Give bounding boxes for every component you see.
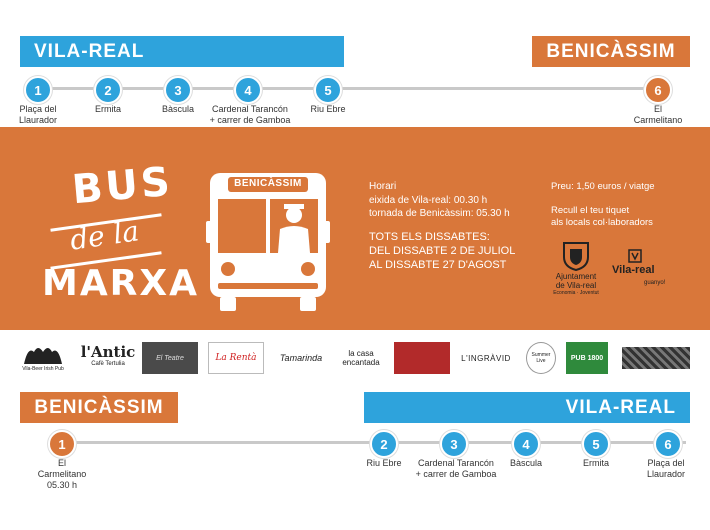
days-line-3: AL DISSABTE 27 D'AGOST — [369, 259, 507, 271]
info-band — [0, 127, 710, 330]
sponsor-la-renta: La Rentà — [208, 342, 264, 374]
sponsor-lingravid: L'INGRÀVID — [461, 353, 511, 363]
bottom-destination-label: VILA-REAL — [565, 396, 676, 418]
top-stop-2: 2 — [94, 76, 122, 104]
title-de-la: de la — [68, 214, 142, 257]
top-origin-banner — [20, 36, 344, 67]
sponsor-summer-live: Summer Live — [526, 342, 556, 374]
sponsor-red-venue — [394, 342, 450, 374]
sponsor-pub-1800: PUB 1800 — [566, 342, 608, 374]
bottom-stop-4: 4 — [512, 430, 540, 458]
top-stop-5-label: Riu Ebre — [310, 104, 346, 114]
bottom-destination-banner — [364, 392, 690, 423]
top-stop-6-label: El Carmelitano — [633, 104, 683, 125]
top-stop-3-label: Bàscula — [161, 104, 195, 114]
top-stop-4: 4 — [234, 76, 262, 104]
top-destination-banner — [532, 36, 690, 67]
ticket-line-2: als locals col·laboradors — [551, 217, 653, 228]
ajuntament-crest-icon — [560, 241, 592, 271]
title-marxa: MARXA — [42, 263, 200, 304]
bottom-stop-2: 2 — [370, 430, 398, 458]
vilareal-logo-icon — [628, 249, 642, 263]
days-line-1: TOTS ELS DISSABTES: — [369, 231, 490, 243]
sponsor-vila-beer: Vila-Beer Irish Pub — [18, 342, 68, 374]
bottom-stop-3-label: Cardenal Tarancón + carrer de Gamboa — [415, 458, 497, 479]
bottom-stop-1: 1 — [48, 430, 76, 458]
ajuntament-line-1: Ajuntament — [555, 272, 597, 281]
schedule-heading: Horari — [369, 181, 397, 192]
schedule-departure: eixida de Vila-real: 00.30 h — [369, 195, 488, 206]
bottom-stop-3: 3 — [440, 430, 468, 458]
bottom-stop-1-label: El Carmelitano 05.30 h — [37, 458, 87, 490]
top-stop-3: 3 — [164, 76, 192, 104]
top-stop-4-label: Cardenal Tarancón + carrer de Gamboa — [209, 104, 291, 125]
bottom-origin-banner — [20, 392, 178, 423]
sponsor-tamarinda: Tamarinda — [279, 353, 323, 363]
sponsor-lantic: l'Antic Cafè Tertulia — [80, 343, 136, 367]
vila-beer-logo-icon — [22, 344, 64, 366]
days-line-2: DEL DISSABTE 2 DE JULIOL — [369, 245, 516, 257]
top-stop-1: 1 — [24, 76, 52, 104]
vilareal-logo-sub: guanyo! — [644, 280, 666, 286]
bottom-stop-2-label: Riu Ebre — [366, 458, 402, 468]
bottom-stop-5: 5 — [582, 430, 610, 458]
bus-sign: BENICÀSSIM — [234, 178, 302, 189]
bottom-stop-6: 6 — [654, 430, 682, 458]
sponsor-la-casa-encantada: la casa encantada — [342, 349, 380, 367]
top-origin-label: VILA-REAL — [34, 40, 145, 62]
bottom-stop-6-label: Plaça del Llaurador — [646, 458, 686, 479]
top-stop-5: 5 — [314, 76, 342, 104]
top-stop-6: 6 — [644, 76, 672, 104]
sponsor-strip — [0, 330, 710, 382]
sponsor-pattern-logo — [622, 347, 690, 369]
ajuntament-line-2: de Vila-real — [555, 281, 597, 290]
sponsor-el-teatre: El Teatre — [142, 342, 198, 374]
price: Preu: 1,50 euros / viatge — [551, 181, 655, 192]
bottom-stop-4-label: Bàscula — [509, 458, 543, 468]
top-destination-label: BENICÀSSIM — [546, 40, 676, 62]
bottom-stop-5-label: Ermita — [582, 458, 610, 468]
schedule-return: tornada de Benicàssim: 05.30 h — [369, 208, 510, 219]
top-stop-2-label: Ermita — [94, 104, 122, 114]
bottom-origin-label: BENICÀSSIM — [34, 396, 164, 418]
top-stop-1-label: Plaça del Llaurador — [18, 104, 58, 125]
vilareal-logo-text: Vila-real — [612, 264, 655, 276]
ticket-line-1: Recull el teu tiquet — [551, 205, 630, 216]
title-bus: BUS — [70, 158, 175, 214]
ajuntament-line-3: Economia · Joventut — [553, 290, 599, 296]
